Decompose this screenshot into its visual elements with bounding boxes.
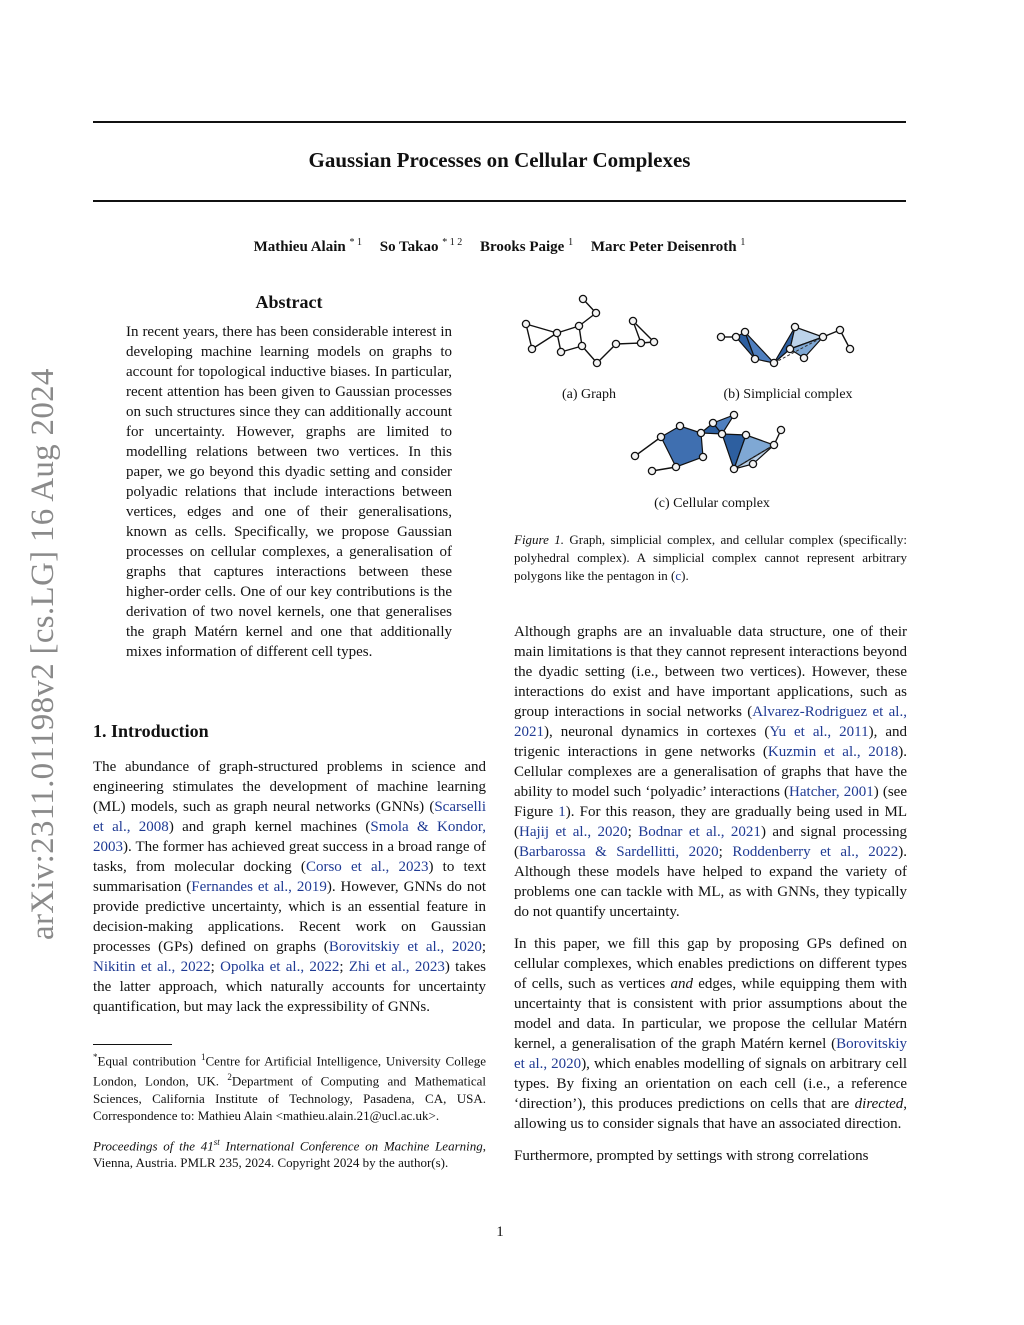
footnote-rule — [93, 1044, 172, 1045]
paragraph: In this paper, we fill this gap by proposing GPs defined on cellular complexes, which enables predictions on different types of cells, such as vertices and edges, while equipping them with uncertainty that is consistent with prior assumptions about the model and data. In particular, we propose the cellular Matérn kernel, a generalisation of the graph Matérn kernel (Borovitskiy et al., 2020), which enables modelling of signals on arbitrary cell types. By fixing an orientation on each cell (i.e., a reference ‘direction’), this produces predictions on cells that are directed, allowing us to consider signals that have an associated direction. — [514, 936, 907, 1132]
citation-link[interactable]: Barbarossa & Sardellitti, 2020 — [519, 844, 719, 860]
author-affiliation: 1 — [568, 237, 574, 248]
citation-link[interactable]: Corso et al., 2023 — [305, 859, 429, 875]
arxiv-stamp: arXiv:2311.01198v2 [cs.LG] 16 Aug 2024 — [25, 368, 61, 940]
paragraph: Although graphs are an invaluable data structure, one of their main limitations is that they cannot represent interactions beyond the dyadic setting (i.e., between two vertices). However, these interactions do exist and have important applications, such as group interactions in social networks (Alvarez-Rodriguez et al., 2021), neuronal dynamics in cortexes (Yu et al., 2011), and trigenic interactions in gene networks (Kuzmin et al., 2018). Cellular complexes are a generalisation of graphs that have the ability to model such ‘polyadic’ interactions (Hatcher, 2001) (see Figure 1). For this reason, they are gradually being used in ML (Hajij et al., 2020; Bodnar et al., 2021) and signal processing (Barbarossa & Sardellitti, 2020; Roddenberry et al., 2022). Although these models have helped to expand the variety of problems one can tackle with ML, as with GNNs, they typically do not quantify uncertainty. — [514, 624, 908, 920]
paragraph: Furthermore, prompted by settings with strong correlations — [514, 1148, 869, 1164]
proceedings-note: Proceedings of the 41st International Conference on Machine Learning, Vienna, Austria. PMLR 235, 2024. Copyright 2024 by the author(s). — [93, 1136, 486, 1170]
right-column-body — [514, 622, 907, 1178]
citation-link[interactable]: Bodnar et al., 2021 — [638, 824, 761, 840]
author-name: So Takao — [379, 239, 439, 255]
citation-link[interactable]: Nikitin et al., 2022 — [93, 959, 211, 975]
paragraph: The abundance of graph-structured problems in science and engineering stimulates the development of machine learning (ML) models, such as graph neural networks (GNNs) (Scarselli et al., 2008) and graph kernel machines (Smola & Kondor, 2003). The former has achieved great success in a broad range of tasks, from molecular docking (Corso et al., 2023) to text summarisation (Fernandes et al., 2019). However, GNNs do not provide predictive uncertainty, which is an essential feature in decision-making applications. Recent work on Gaussian processes (GPs) defined on graphs (Borovitskiy et al., 2020; Nikitin et al., 2022; Opolka et al., 2022; Zhi et al., 2023) takes the latter approach, which naturally accounts for uncertainty quantification, but may lack the expressibility of GNNs. — [93, 759, 487, 1015]
page-number: 1 — [496, 1224, 504, 1240]
figure-caption: Figure 1. Graph, simplicial complex, and cellular complex (specifically: polyhedral complex). A simplicial complex cannot represent arbitrary polygons like the pentagon in (c). — [514, 532, 908, 583]
citation-link[interactable]: Roddenberry et al., 2022 — [732, 844, 899, 860]
abstract-text: In recent years, there has been considerable interest in developing machine learning models on graphs to account for topological inductive biases. In particular, recent attention has been given to Gaussian processes on such structures since they can additionally account for uncertainty. However, graphs are limited to modelling relations between two vertices. In this paper, we go beyond this dyadic setting and consider polyadic relations that include interactions between vertices, edges and one of their generalisations, known as cells. Specifically, we propose Gaussian processes on cellular complexes, a generalisation of graphs that captures interactions between these higher-order cells. One of our key contributions is the derivation of two novel kernels, one that generalises the graph Matérn kernel and one that additionally mixes information of different cell types. — [126, 324, 452, 660]
title-rule — [93, 200, 906, 202]
section-heading-introduction: 1. Introduction — [93, 721, 209, 741]
author-name: Mathieu Alain — [253, 239, 346, 255]
citation-link[interactable]: Kuzmin et al., 2018 — [767, 744, 899, 760]
citation-link[interactable]: Hajij et al., 2020 — [519, 824, 628, 840]
author-affiliation: 1 — [740, 237, 746, 248]
author-affiliation: * 1 2 — [442, 237, 463, 248]
figure-ref-link[interactable]: c — [675, 568, 682, 583]
subcaption-graph: (a) Graph — [561, 387, 617, 402]
simplicial-complex-illustration — [717, 323, 853, 366]
citation-link[interactable]: Borovitskiy et al., 2020 — [328, 939, 482, 955]
footnotes — [93, 1049, 486, 1181]
affiliation-footnote: *Equal contribution $^1$Centre for Artificial Intelligence, University College London, London, UK. $^2$Department of Computing and Mathematical Sciences, California Institute of Technology, Pasadena, CA, USA. Correspondence to: Mathieu Alain <mathieu.alain.21@ucl.ac.uk>. — [93, 1052, 486, 1123]
abstract-heading: Abstract — [255, 292, 323, 312]
cellular-complex-illustration — [631, 411, 784, 474]
paper-title: Gaussian Processes on Cellular Complexes — [308, 148, 691, 172]
subcaption-cellular: (c) Cellular complex — [654, 496, 770, 511]
author-name: Brooks Paige — [480, 239, 565, 255]
top-rule — [93, 121, 906, 123]
citation-link[interactable]: Borovitskiy et al., 2020 — [514, 1036, 907, 1072]
citation-link[interactable]: Yu et al., 2011 — [769, 724, 869, 740]
citation-link[interactable]: Smola & Kondor, 2003 — [93, 819, 487, 855]
citation-link[interactable]: Opolka et al., 2022 — [220, 959, 340, 975]
subcaption-simplicial: (b) Simplicial complex — [723, 387, 853, 402]
citation-link[interactable]: Scarselli et al., 2008 — [93, 799, 486, 835]
author-name: Marc Peter Deisenroth — [590, 239, 737, 255]
citation-link[interactable]: Zhi et al., 2023 — [348, 959, 445, 975]
citation-link[interactable]: Fernandes et al., 2019 — [191, 879, 327, 895]
citation-link[interactable]: Alvarez-Rodriguez et al., 2021 — [514, 704, 907, 740]
figure-ref-link[interactable]: 1 — [558, 804, 566, 820]
author-affiliation: * 1 — [349, 237, 362, 248]
author-list — [93, 237, 906, 256]
citation-link[interactable]: Hatcher, 2001 — [789, 784, 874, 800]
left-column-body — [93, 757, 486, 1029]
graph-illustration — [522, 295, 657, 366]
